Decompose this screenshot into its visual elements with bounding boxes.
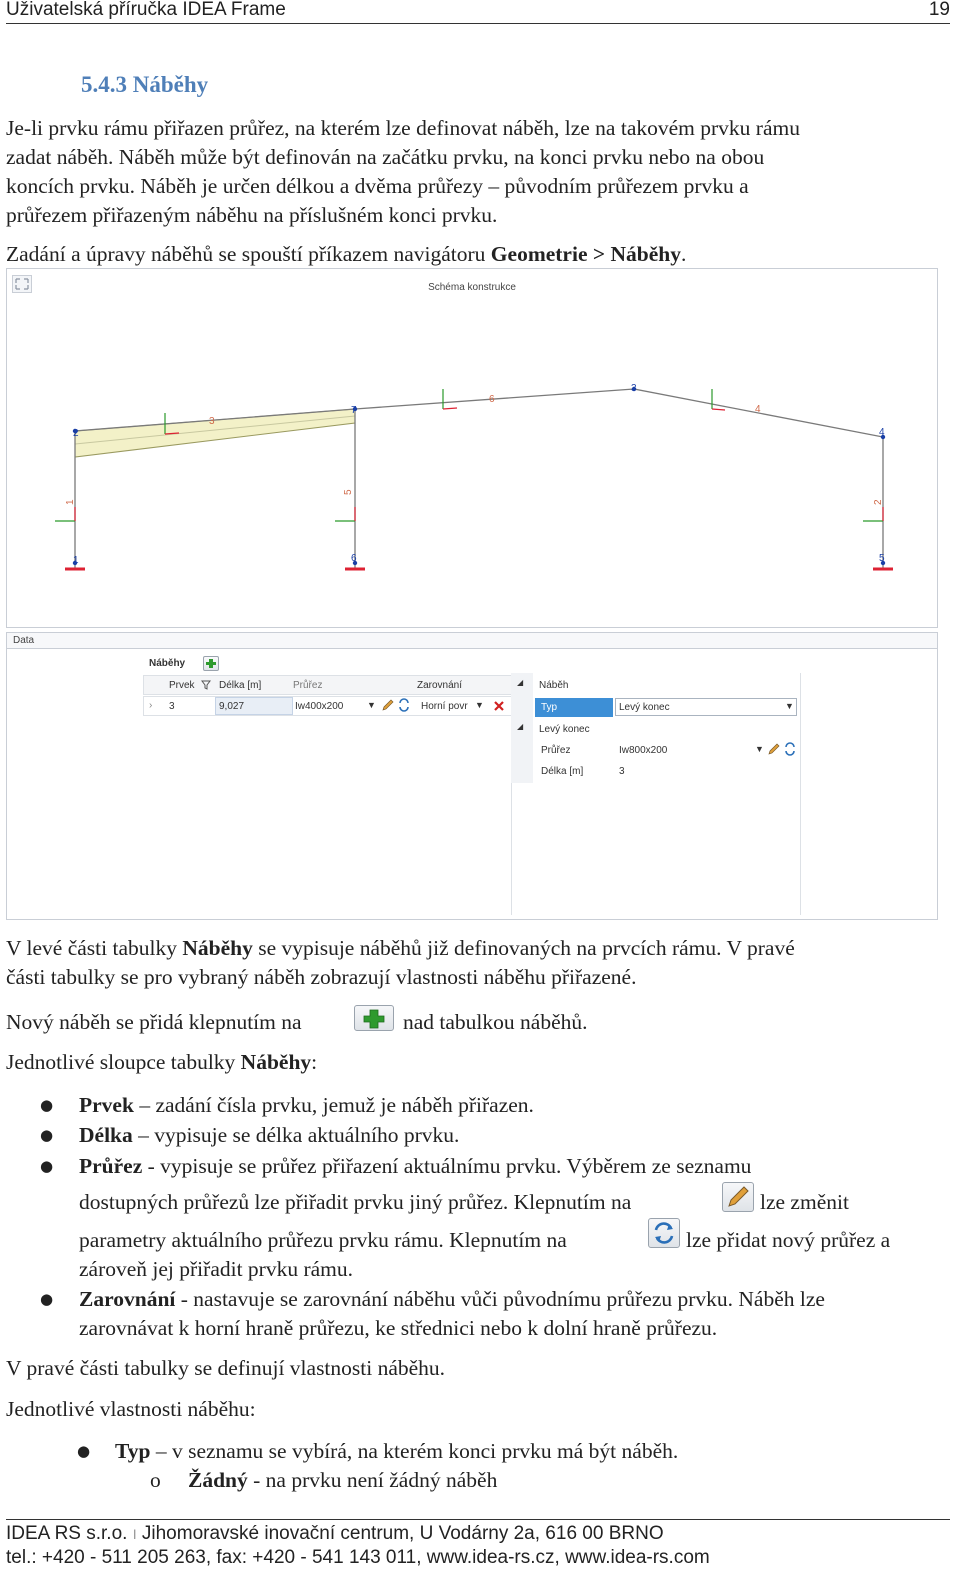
collapse-icon[interactable]: ◢ (517, 722, 524, 731)
prop-edit-icon[interactable] (767, 742, 781, 756)
tab-data[interactable]: Data (13, 635, 35, 646)
prop-prurez-dropdown-icon[interactable]: ▼ (755, 744, 764, 754)
text: - vypisuje se průřez přiřazení aktuálnímu prvku. Výběrem ze seznamu (142, 1154, 752, 1178)
prop-delka-label: Délka [m] (541, 766, 584, 777)
new-section-button-illustration (648, 1218, 680, 1248)
member-label: 2 (873, 499, 884, 505)
footer-company: IDEA RS s.r.o. (6, 1523, 128, 1544)
new-nabeh-text: Nový náběh se přidá klepnutím na (6, 1010, 302, 1034)
member-label: 1 (65, 499, 76, 505)
geometrie-link: Geometrie (490, 242, 588, 266)
haunch-shape (75, 409, 355, 457)
intro-line: Je-li prvku rámu přiřazen průřez, na kterém lze definovat náběh, lze na takovém prvku rámu (6, 116, 800, 140)
prurez-dropdown-icon[interactable]: ▼ (367, 700, 376, 710)
right-part-paragraph: V pravé části tabulky se definují vlastnosti náběhu. (6, 1356, 446, 1380)
properties-intro: Jednotlivé vlastnosti náběhu: (6, 1397, 256, 1421)
group-levy: Levý konec (539, 724, 590, 735)
intro-line: zadat náběh. Náběh může být definován na začátku prvku, na konci prvku nebo na obou (6, 145, 765, 169)
pencil-icon (723, 1183, 753, 1211)
add-button-illustration (354, 1005, 394, 1031)
bullet-prurez-line2b: lze změnit (760, 1190, 849, 1214)
section-heading: 5.4.3 Náběhy (81, 72, 209, 97)
col-prurez[interactable]: Průřez (293, 680, 323, 691)
bold-term: Žádný (188, 1468, 248, 1492)
prop-typ-label: Typ (541, 702, 558, 713)
bullet-prvek (79, 1091, 534, 1120)
cell-prvek[interactable]: 3 (169, 701, 175, 712)
bullet-delka (79, 1121, 459, 1150)
delete-icon[interactable] (493, 699, 505, 711)
footer-contact: tel.: +420 - 511 205 263, fax: +420 - 541 143 011, www.idea-rs.cz, www.idea-rs.com (6, 1547, 710, 1568)
text: Jednotlivé sloupce tabulky (6, 1050, 241, 1074)
table-title: Náběhy (149, 658, 186, 669)
typ-value: Levý konec (619, 702, 670, 713)
bullet-prurez-line3b: lze přidat nový průřez a (686, 1228, 891, 1252)
bold-term: Zarovnání (79, 1287, 176, 1311)
footer-address: Jihomoravské inovační centrum, U Vodárny 2a, 616 00 BRNO (141, 1523, 664, 1544)
bold-term: Náběhy (240, 1050, 312, 1074)
separator: > (587, 242, 611, 266)
frame-members (75, 389, 883, 569)
data-tab-bar (6, 632, 938, 648)
typ-dropdown-icon[interactable]: ▼ (785, 701, 794, 711)
new-section-icon[interactable] (397, 698, 411, 712)
bullet-zarovnani (79, 1285, 825, 1343)
group-nabeh: Náběh (539, 680, 569, 691)
bullet-prurez-line4: zároveň jej přiřadit prvku rámu. (79, 1257, 354, 1281)
left-part-paragraph (6, 934, 795, 992)
node-label: 3 (631, 383, 637, 394)
filter-icon[interactable] (201, 680, 211, 690)
data-panel (6, 648, 938, 920)
cell-delka[interactable]: 9,027 (219, 701, 245, 712)
node-labels (73, 383, 885, 566)
node-label: 4 (879, 427, 885, 438)
collapse-icon[interactable]: ◢ (517, 678, 524, 687)
text: – zadání čísla prvku, jemuž je náběh přiřazen. (133, 1093, 534, 1117)
text: zarovnávat k horní hraně průřezu, ke střednici nebo k dolní hraně průřezu. (79, 1316, 718, 1340)
text: části tabulky se pro vybraný náběh zobrazují vlastnosti náběhu přiřazené. (6, 965, 637, 989)
text: Zadání a úpravy náběhů se spouští příkazem navigátoru (6, 242, 491, 266)
new-nabeh-text-after: nad tabulkou náběhů. (403, 1010, 588, 1034)
intro-line: průřezem přiřazeným náběhu na příslušném konci prvku. (6, 203, 498, 227)
text: – v seznamu se vybírá, na kterém konci prvku má být náběh. (150, 1439, 679, 1463)
member-label: 5 (343, 489, 354, 495)
add-icon (355, 1006, 393, 1030)
bullet-icon: ● (40, 1126, 54, 1144)
schema-panel (6, 268, 938, 628)
footer-separator: I (132, 1526, 137, 1542)
frame-diagram (7, 269, 937, 627)
node-label: 5 (879, 553, 885, 564)
row-indicator-icon: › (149, 700, 153, 711)
bold-term: Náběhy (182, 936, 253, 960)
prop-prurez-value[interactable]: Iw800x200 (619, 745, 668, 756)
member-label: 3 (209, 416, 215, 427)
bullet-prurez-line2: dostupných průřezů lze přiřadit prvku jiný průřez. Klepnutím na (79, 1190, 632, 1214)
schema-title: Schéma konstrukce (428, 282, 516, 293)
navigator-sentence (6, 240, 686, 269)
refresh-icon (649, 1219, 679, 1247)
bold-term: Průřez (79, 1154, 143, 1178)
text: – vypisuje se délka aktuálního prvku. (132, 1123, 460, 1147)
bold-term: Typ (115, 1439, 151, 1463)
add-icon (204, 657, 218, 670)
node-label: 7 (351, 405, 357, 416)
columns-intro (6, 1048, 317, 1077)
prop-typ-item (115, 1437, 678, 1466)
edit-section-icon[interactable] (381, 698, 395, 712)
add-nabeh-button[interactable] (203, 656, 219, 671)
col-zarovnani[interactable]: Zarovnání (417, 680, 463, 691)
text: se vypisuje náběhů již definovaných na prvcích rámu. V pravé (252, 936, 795, 960)
node-label: 6 (351, 553, 357, 564)
prop-delka-value[interactable]: 3 (619, 766, 625, 777)
bullet-icon: ● (40, 1290, 54, 1308)
bullet-icon: ● (77, 1442, 91, 1460)
prop-prurez-label: Průřez (541, 745, 571, 756)
bullet-icon: ● (40, 1157, 54, 1175)
page-number: 19 (928, 0, 950, 20)
bullet-prurez-line3: parametry aktuálního průřezu prvku rámu. Klepnutím na (79, 1228, 567, 1252)
col-prvek[interactable]: Prvek (169, 680, 195, 691)
cell-zarovnani[interactable]: Horní povr (421, 701, 468, 712)
member-label: 4 (755, 404, 761, 415)
text: . (680, 242, 687, 266)
bold-term: Prvek (79, 1093, 134, 1117)
node-label: 2 (73, 428, 79, 439)
member-label: 6 (489, 394, 495, 405)
prop-new-section-icon[interactable] (783, 742, 797, 756)
zarovnani-dropdown-icon[interactable]: ▼ (475, 700, 484, 710)
bold-term: Délka (79, 1123, 133, 1147)
intro-paragraph (6, 114, 800, 230)
bullet-icon: ● (40, 1096, 54, 1114)
nabehy-link: Náběhy (610, 242, 681, 266)
edit-button-illustration (722, 1182, 754, 1212)
text: - na prvku není žádný náběh (247, 1468, 498, 1492)
node-label: 1 (73, 555, 79, 566)
cell-prurez[interactable]: Iw400x200 (295, 701, 344, 712)
page-header (6, 0, 950, 24)
prop-zadny-item (188, 1466, 497, 1495)
col-delka[interactable]: Délka [m] (219, 680, 262, 691)
text: - nastavuje se zarovnání náběhu vůči původnímu průřezu prvku. Náběh lze (175, 1287, 825, 1311)
text: V levé části tabulky (6, 936, 183, 960)
text: : (311, 1050, 318, 1074)
header-title: Uživatelská příručka IDEA Frame (6, 0, 286, 20)
sub-bullet-marker: o (150, 1468, 161, 1492)
member-labels (65, 394, 884, 505)
intro-line: koncích prvku. Náběh je určen délkou a dvěma průřezy – původním průřezem prvku a (6, 174, 749, 198)
bullet-prurez (79, 1152, 751, 1181)
page-footer (6, 1519, 950, 1570)
